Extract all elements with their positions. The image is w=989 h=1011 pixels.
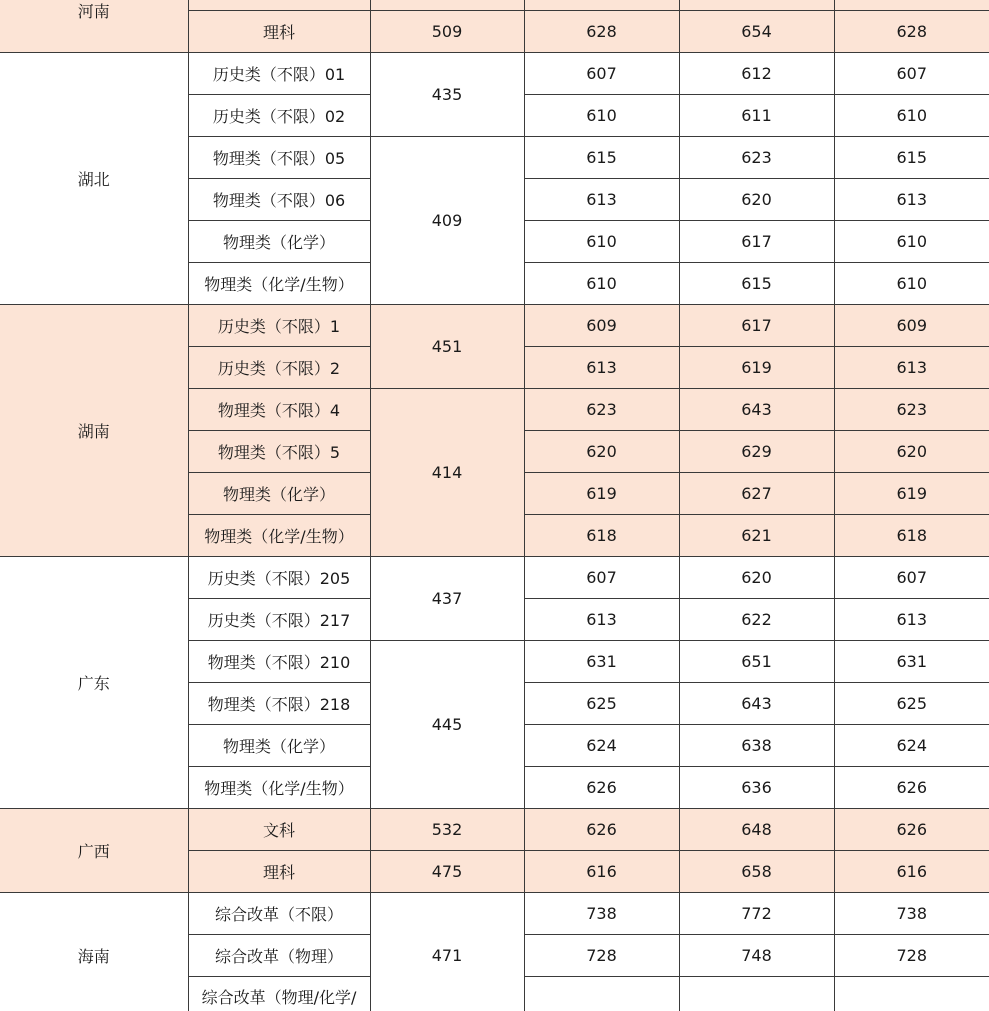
score-cell: 619 (834, 473, 989, 515)
category-cell: 物理类（化学） (188, 725, 370, 767)
table-row (0, 893, 989, 935)
table-row (0, 53, 989, 95)
score-cell: 625 (524, 683, 679, 725)
score-cell: 619 (524, 473, 679, 515)
score-cell: 620 (834, 431, 989, 473)
score-cell: 617 (679, 221, 834, 263)
score-cell: 643 (679, 683, 834, 725)
score-cell: 738 (524, 893, 679, 935)
score-cell (679, 977, 834, 1011)
score-cell: 610 (524, 95, 679, 137)
province-cell: 湖南 (0, 305, 188, 557)
score-cell: 638 (679, 725, 834, 767)
score-cell: 617 (679, 305, 834, 347)
province-cell: 海南 (0, 893, 188, 1011)
category-cell: 历史类（不限）02 (188, 95, 370, 137)
score-cell: 607 (524, 557, 679, 599)
score-cell: 615 (524, 137, 679, 179)
score-cell: 622 (679, 599, 834, 641)
category-cell: 物理类（不限）5 (188, 431, 370, 473)
score-cell: 636 (679, 767, 834, 809)
control-line-cell (370, 0, 524, 11)
province-cell: 河南 (0, 0, 188, 53)
score-cell: 728 (834, 935, 989, 977)
score-cell: 607 (834, 557, 989, 599)
score-cell: 651 (679, 641, 834, 683)
score-cell: 618 (834, 515, 989, 557)
score-cell: 626 (524, 809, 679, 851)
score-cell (834, 0, 989, 11)
score-cell: 613 (834, 179, 989, 221)
score-cell: 631 (524, 641, 679, 683)
score-cell: 643 (679, 389, 834, 431)
score-cell: 623 (834, 389, 989, 431)
score-cell: 619 (679, 347, 834, 389)
control-line-cell: 509 (370, 11, 524, 53)
control-line-cell: 451 (370, 305, 524, 389)
category-cell: 理科 (188, 11, 370, 53)
score-cell: 615 (679, 263, 834, 305)
score-cell: 624 (524, 725, 679, 767)
score-cell: 610 (834, 95, 989, 137)
category-cell: 物理类（不限）06 (188, 179, 370, 221)
category-cell: 文科 (188, 809, 370, 851)
score-cell: 629 (679, 431, 834, 473)
table-row (0, 809, 989, 851)
category-cell: 物理类（化学） (188, 473, 370, 515)
category-cell: 历史类（不限）1 (188, 305, 370, 347)
score-cell: 628 (524, 11, 679, 53)
score-cell: 609 (524, 305, 679, 347)
category-cell: 综合改革（物理） (188, 935, 370, 977)
score-cell: 607 (524, 53, 679, 95)
score-cell: 654 (679, 11, 834, 53)
category-cell: 物理类（不限）4 (188, 389, 370, 431)
score-cell: 610 (524, 221, 679, 263)
control-line-cell: 437 (370, 557, 524, 641)
score-cell: 607 (834, 53, 989, 95)
category-cell: 历史类（不限）01 (188, 53, 370, 95)
category-cell: 物理类（不限）05 (188, 137, 370, 179)
score-cell: 621 (679, 515, 834, 557)
score-cell: 658 (679, 851, 834, 893)
score-cell: 609 (834, 305, 989, 347)
category-cell: 综合改革（物理/化学/ (188, 977, 370, 1011)
score-cell: 613 (834, 599, 989, 641)
control-line-cell: 409 (370, 137, 524, 305)
score-cell: 613 (524, 179, 679, 221)
score-cell: 611 (679, 95, 834, 137)
score-cell: 613 (524, 347, 679, 389)
score-cell: 618 (524, 515, 679, 557)
score-cell: 628 (834, 11, 989, 53)
score-cell: 738 (834, 893, 989, 935)
category-cell: 物理类（化学/生物） (188, 263, 370, 305)
score-cell: 612 (679, 53, 834, 95)
table-row (0, 0, 989, 11)
category-cell: 物理类（化学/生物） (188, 515, 370, 557)
table-row (0, 305, 989, 347)
score-cell: 648 (679, 809, 834, 851)
score-cell: 610 (524, 263, 679, 305)
category-cell: 历史类（不限）217 (188, 599, 370, 641)
category-cell: 理科 (188, 851, 370, 893)
control-line-cell: 435 (370, 53, 524, 137)
score-cell: 624 (834, 725, 989, 767)
score-cell: 615 (834, 137, 989, 179)
control-line-cell: 414 (370, 389, 524, 557)
score-cell: 623 (524, 389, 679, 431)
control-line-cell: 445 (370, 641, 524, 809)
score-cell: 620 (679, 557, 834, 599)
category-cell: 历史类（不限）205 (188, 557, 370, 599)
score-cell: 610 (834, 221, 989, 263)
score-cell: 728 (524, 935, 679, 977)
province-cell: 湖北 (0, 53, 188, 305)
category-cell (188, 0, 370, 11)
province-cell: 广东 (0, 557, 188, 809)
score-cell: 631 (834, 641, 989, 683)
score-cell: 616 (834, 851, 989, 893)
score-cell: 626 (834, 767, 989, 809)
score-cell: 613 (524, 599, 679, 641)
score-cell: 626 (524, 767, 679, 809)
score-cell: 623 (679, 137, 834, 179)
category-cell: 物理类（化学/生物） (188, 767, 370, 809)
control-line-cell: 475 (370, 851, 524, 893)
category-cell: 历史类（不限）2 (188, 347, 370, 389)
province-cell: 广西 (0, 809, 188, 893)
score-cell: 627 (679, 473, 834, 515)
table-row (0, 557, 989, 599)
control-line-cell: 471 (370, 893, 524, 1011)
score-cell: 748 (679, 935, 834, 977)
category-cell: 物理类（化学） (188, 221, 370, 263)
score-cell (524, 0, 679, 11)
score-cell: 625 (834, 683, 989, 725)
score-cell: 626 (834, 809, 989, 851)
category-cell: 综合改革（不限） (188, 893, 370, 935)
score-cell: 620 (524, 431, 679, 473)
score-cell (834, 977, 989, 1011)
score-cell: 620 (679, 179, 834, 221)
category-cell: 物理类（不限）210 (188, 641, 370, 683)
score-cell (524, 977, 679, 1011)
control-line-cell: 532 (370, 809, 524, 851)
score-cell (679, 0, 834, 11)
score-cell: 616 (524, 851, 679, 893)
score-cell: 613 (834, 347, 989, 389)
score-cell: 772 (679, 893, 834, 935)
category-cell: 物理类（不限）218 (188, 683, 370, 725)
score-cell: 610 (834, 263, 989, 305)
